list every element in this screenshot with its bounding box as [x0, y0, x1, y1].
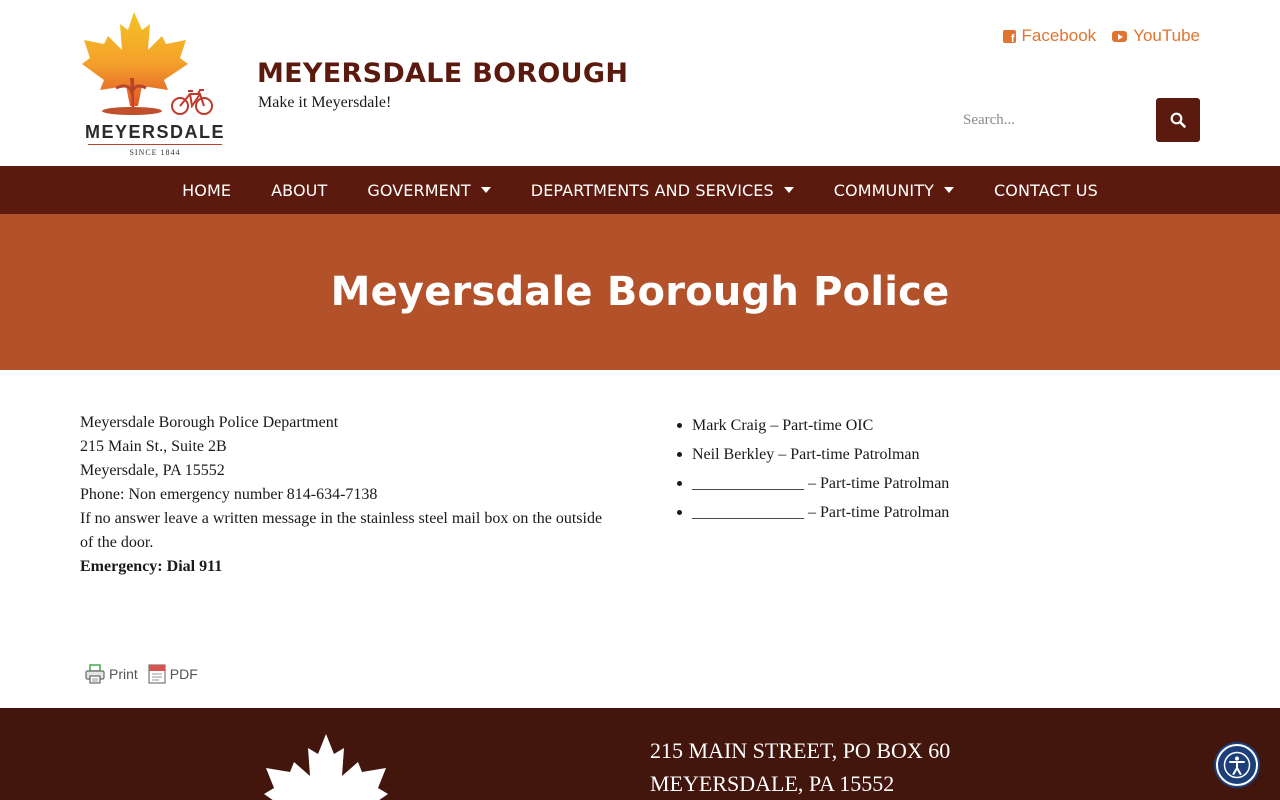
facebook-link[interactable]: [1003, 26, 1097, 46]
nav-item-goverment[interactable]: [347, 166, 510, 214]
site-footer: [0, 708, 1280, 800]
nav-item-label: HOME: [182, 180, 232, 200]
street-address: 215 Main St., Suite 2B: [80, 438, 227, 455]
site-tagline: Make it Meyersdale!: [258, 94, 392, 111]
page-hero: [0, 214, 1280, 370]
maple-leaf-icon: [256, 734, 396, 800]
nav-item-label: GOVERMENT: [367, 180, 471, 200]
site-logo[interactable]: [80, 8, 230, 158]
nav-item-label: CONTACT US: [994, 180, 1098, 200]
printer-icon: [85, 664, 105, 684]
department-name: Meyersdale Borough Police Department: [80, 414, 339, 431]
nav-item-label: ABOUT: [271, 180, 328, 200]
city-state-zip: Meyersdale, PA 15552: [80, 462, 225, 479]
accessibility-button[interactable]: [1216, 744, 1258, 786]
caret-down-icon: [944, 187, 954, 193]
nav-item-label: COMMUNITY: [833, 180, 934, 200]
main-nav: [0, 166, 1280, 214]
pdf-icon: [148, 664, 166, 684]
social-links: [1003, 26, 1200, 46]
youtube-label: YouTube: [1133, 26, 1200, 45]
list-item: Neil Berkley – Part-time Patrolman: [676, 440, 1196, 469]
nav-item-about[interactable]: [251, 166, 347, 214]
logo-wordmark: MEYERSDALE: [84, 122, 225, 142]
facebook-icon: [1003, 30, 1016, 43]
search-input[interactable]: [950, 98, 1156, 142]
nav-item-contact-us[interactable]: [974, 166, 1118, 214]
pdf-button[interactable]: [148, 664, 198, 684]
maple-leaf-icon: [80, 8, 230, 123]
print-label: Print: [109, 666, 138, 682]
nav-item-home[interactable]: [162, 166, 251, 214]
pdf-label: PDF: [169, 666, 198, 682]
list-item: ______________ – Part-time Patrolman: [676, 498, 1196, 527]
mailbox-note: If no answer leave a written message in the stainless steel mail box on the outside of the door.: [80, 510, 603, 551]
phone-number: Phone: Non emergency number 814-634-7138: [80, 486, 378, 503]
youtube-link[interactable]: [1112, 26, 1200, 46]
search-button[interactable]: [1156, 98, 1200, 142]
search-icon: [1170, 112, 1186, 128]
footer-address: [650, 734, 950, 800]
caret-down-icon: [481, 187, 491, 193]
accessibility-icon: [1223, 751, 1251, 779]
list-item: Mark Craig – Part-time OIC: [676, 411, 1196, 440]
nav-item-departments-and-services[interactable]: [511, 166, 814, 214]
contact-info: [80, 411, 610, 579]
logo-divider: [88, 144, 222, 145]
footer-address-line1: 215 MAIN STREET, PO BOX 60: [650, 738, 951, 763]
caret-down-icon: [784, 187, 794, 193]
search-form: [950, 98, 1200, 142]
emergency-note: Emergency: Dial 911: [80, 558, 223, 575]
facebook-label: Facebook: [1021, 26, 1097, 45]
youtube-icon: [1112, 31, 1127, 42]
page-title: Meyersdale Borough Police: [330, 269, 950, 315]
footer-logo: [256, 734, 396, 800]
site-header: [0, 0, 1280, 166]
nav-item-label: DEPARTMENTS AND SERVICES: [530, 180, 774, 200]
logo-since: SINCE 1844: [129, 148, 181, 157]
site-title[interactable]: MEYERSDALE BOROUGH: [257, 58, 629, 89]
nav-item-community[interactable]: [814, 166, 974, 214]
staff-list-container: [676, 411, 1196, 527]
footer-address-line2: MEYERSDALE, PA 15552: [650, 771, 895, 796]
list-item: ______________ – Part-time Patrolman: [676, 469, 1196, 498]
staff-list: [676, 411, 1196, 527]
print-button[interactable]: [85, 664, 138, 684]
print-pdf-bar: [85, 664, 198, 684]
